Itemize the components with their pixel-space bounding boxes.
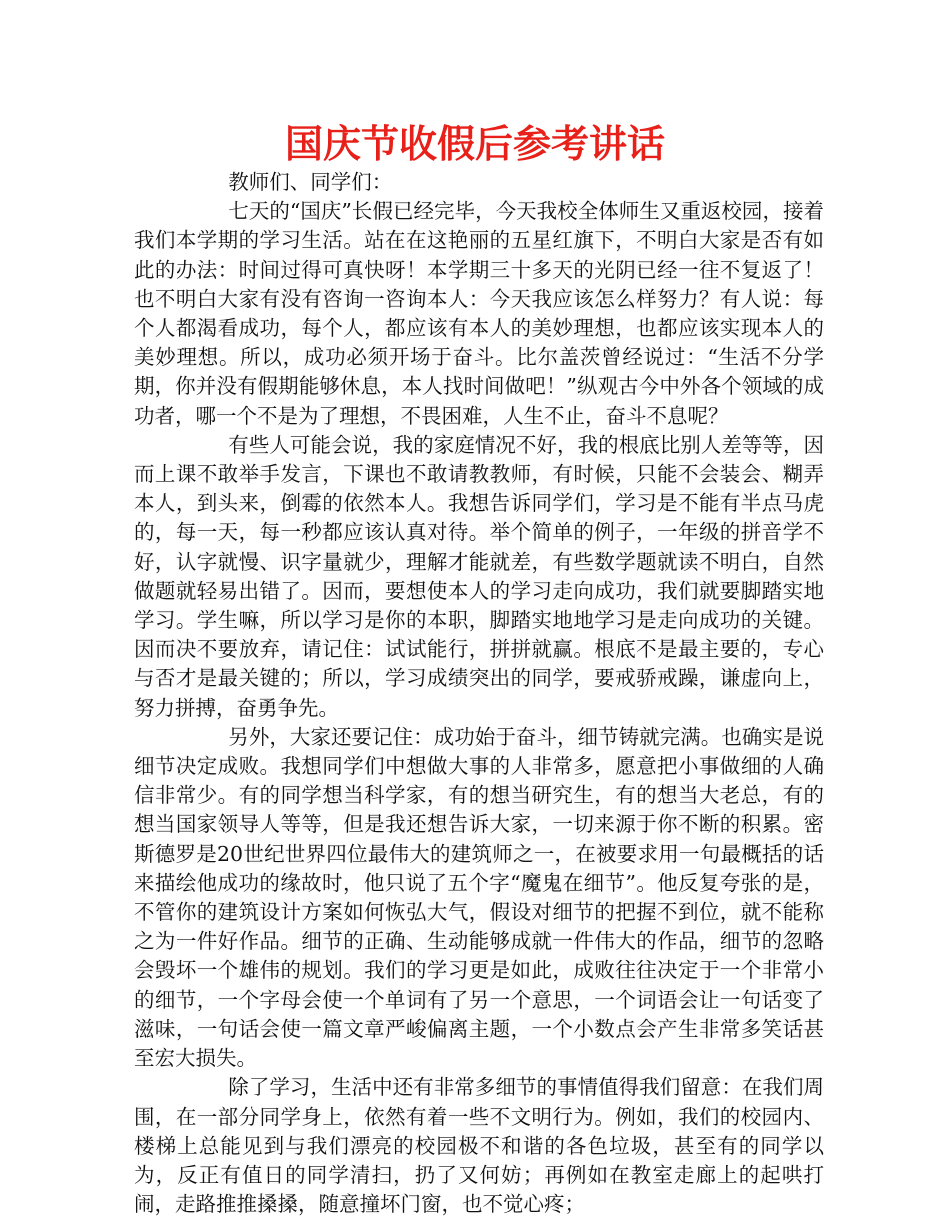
document-title: 国庆节收假后参考讲话 <box>284 122 665 166</box>
body-paragraph: 七天的“国庆”长假已经完毕，今天我校全体师生又重返校园，接着我们本学期的学习生活。站在在这艳丽的五星红旗下，不明白大家是否有如此的办法：时间过得可真快呀！本学期三十多天的光阴已经一往不复返了！也不明白大家有没有咨询一咨询本人：今天我应该怎么样努力？有人说：每个人都渴看成功，每个人，都应该有本人的美妙理想，也都应该实现本人的美妙理想。所以，成功必须开场于奋斗。比尔盖茨曾经说过：“生活不分学期，你并没有假期能够休息，本人找时间做吧！”纵观古今中外各个领域的成功者，哪一个不是为了理想，不畏困难，人生不止，奋斗不息呢？ <box>134 199 824 428</box>
greeting-paragraph: 教师们、同学们： <box>228 170 393 194</box>
body-paragraph: 有些人可能会说，我的家庭情况不好，我的根底比别人差等等，因而上课不敢举手发言，下课也不敢请教教师，有时候，只能不会装会、糊弄本人，到头来，倒霉的依然本人。我想告诉同学们，学习是不能有半点马虎的，每一天，每一秒都应该认真对待。举个简单的例子，一年级的拼音学不好，认字就慢、识字量就少，理解才能就差，有些数学题就读不明白，自然做题就轻易出错了。因而，要想使本人的学习走向成功，我们就要脚踏实地学习。学生嘛，所以学习是你的本职，脚踏实地地学习是走向成功的关键。因而决不要放弃，请记住：试试能行，拼拼就赢。根底不是最主要的，专心与否才是最关键的；所以，学习成绩突出的同学，要戒骄戒躁，谦虚向上，努力拼搏，奋勇争先。 <box>134 432 824 720</box>
body-paragraph: 另外，大家还要记住：成功始于奋斗，细节铸就完满。也确实是说细节决定成败。我想同学们中想做大事的人非常多，愿意把小事做细的人确信非常少。有的同学想当科学家，有的想当研究生，有的想当大老总，有的想当国家领导人等等，但是我还想告诉大家，一切来源于你不断的积累。密斯德罗是20世纪世界四位最伟大的建筑师之一，在被要求用一句最概括的话来描绘他成功的缘故时，他只说了五个字“魔鬼在细节”。他反复夸张的是，不管你的建筑设计方案如何恢弘大气，假设对细节的把握不到位，就不能称之为一件好作品。细节的正确、生动能够成就一件伟大的作品，细节的忽略会毁坏一个雄伟的规划。我们的学习更是如此，成败往往决定于一个非常小的细节，一个字母会使一个单词有了另一个意思，一个词语会让一句话变了滋味，一句话会使一篇文章严峻偏离主题，一个小数点会产生非常多笑话甚至宏大损失。 <box>134 724 824 1071</box>
document-body <box>134 168 824 1219</box>
body-paragraph: 除了学习，生活中还有非常多细节的事情值得我们留意：在我们周围，在一部分同学身上，依然有着一些不文明行为。例如，我们的校园内、楼梯上总能见到与我们漂亮的校园极不和谐的各色垃圾，甚至有的同学以为，反正有值日的同学清扫，扔了又何妨；再例如在教室走廊上的起哄打闹，走路推推搡搡，随意撞坏门窗，也不觉心疼； <box>134 1075 824 1217</box>
